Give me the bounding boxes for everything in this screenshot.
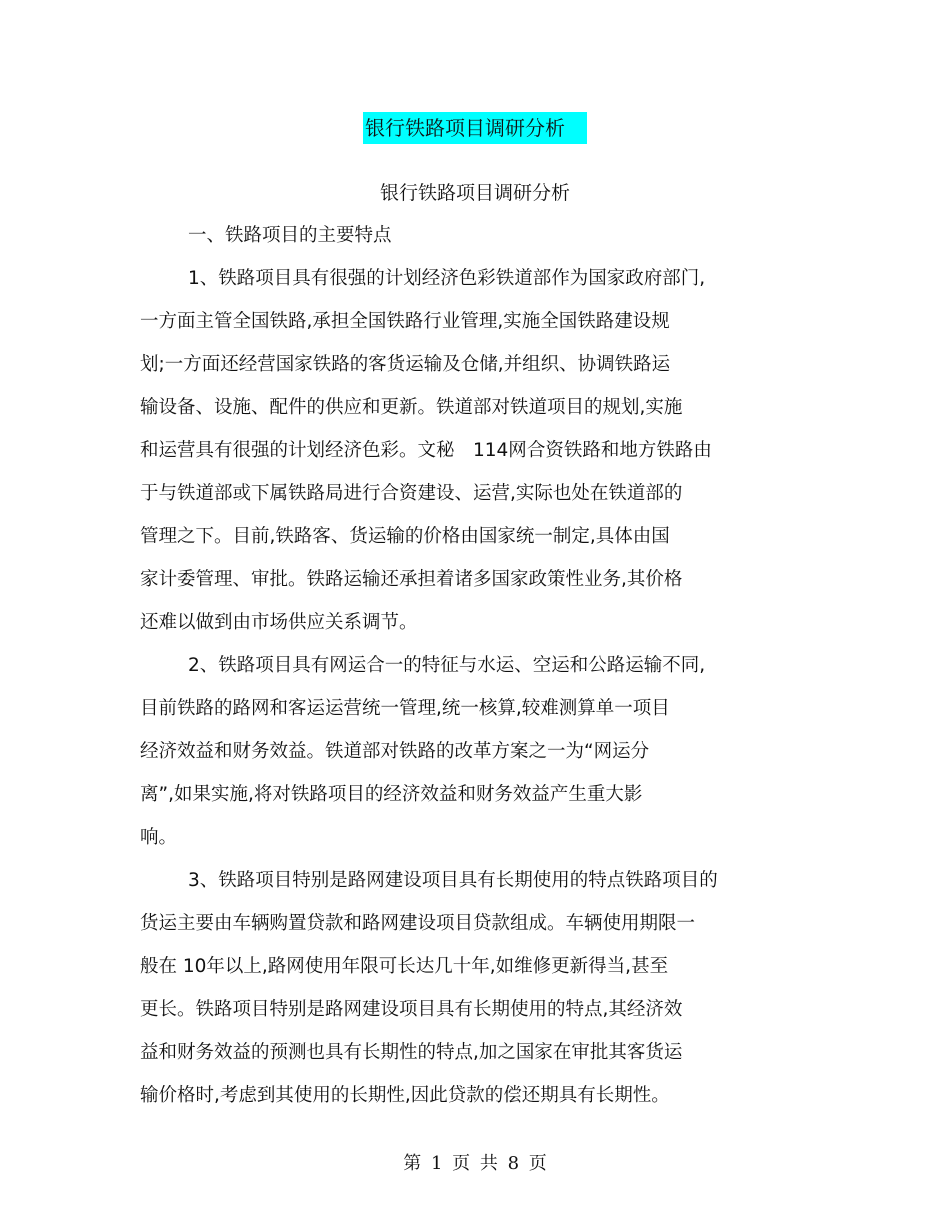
paragraph-line: 一方面主管全国铁路,承担全国铁路行业管理,实施全国铁路建设规 xyxy=(140,311,670,332)
paragraph-line: 还难以做到由市场供应关系调节。 xyxy=(140,612,418,633)
paragraph-line: 1、铁路项目具有很强的计划经济色彩铁道部作为国家政府部门, xyxy=(188,268,706,289)
paragraph-line: 3、铁路项目特别是路网建设项目具有长期使用的特点铁路项目的 xyxy=(188,870,718,891)
paragraph-line: 于与铁道部或下属铁路局进行合资建设、运营,实际也处在铁道部的 xyxy=(140,483,683,504)
highlighted-title: 银行铁路项目调研分析 xyxy=(363,112,587,144)
paragraph-line: 经济效益和财务效益。铁道部对铁路的改革方案之一为“网运分 xyxy=(140,741,650,762)
paragraph-line: 货运主要由车辆购置贷款和路网建设项目贷款组成。车辆使用期限一 xyxy=(140,913,696,934)
section-heading: 一、铁路项目的主要特点 xyxy=(188,225,392,246)
paragraph-line: 离”,如果实施,将对铁路项目的经济效益和财务效益产生重大影 xyxy=(140,784,643,805)
subtitle: 银行铁路项目调研分析 xyxy=(379,182,570,204)
paragraph-line: 般在 10年以上,路网使用年限可长达几十年,如维修更新得当,甚至 xyxy=(140,956,669,977)
paragraph-line: 输价格时,考虑到其使用的长期性,因此贷款的偿还期具有长期性。 xyxy=(140,1085,670,1106)
paragraph-line: 2、铁路项目具有网运合一的特征与水运、空运和公路运输不同, xyxy=(188,655,706,676)
paragraph-line: 更长。铁路项目特别是路网建设项目具有长期使用的特点,其经济效 xyxy=(140,999,683,1020)
paragraph-line: 输设备、设施、配件的供应和更新。铁道部对铁道项目的规划,实施 xyxy=(140,397,683,418)
paragraph-line: 划;一方面还经营国家铁路的客货运输及仓储,并组织、协调铁路运 xyxy=(140,354,671,375)
paragraph-line: 家计委管理、审批。铁路运输还承担着诸多国家政策性业务,其价格 xyxy=(140,569,683,590)
paragraph-line: 和运营具有很强的计划经济色彩。文秘 114网合资铁路和地方铁路由 xyxy=(140,440,712,461)
title-container xyxy=(0,112,950,144)
paragraph-line: 目前铁路的路网和客运运营统一管理,统一核算,较难测算单一项目 xyxy=(140,698,670,719)
paragraph-line: 管理之下。目前,铁路客、货运输的价格由国家统一制定,具体由国 xyxy=(140,526,670,547)
paragraph-line: 益和财务效益的预测也具有长期性的特点,加之国家在审批其客货运 xyxy=(140,1042,683,1063)
body-text xyxy=(140,221,780,1124)
paragraph-line: 响。 xyxy=(140,827,178,848)
page-footer: 第 1 页 共 8 页 xyxy=(403,1153,547,1174)
